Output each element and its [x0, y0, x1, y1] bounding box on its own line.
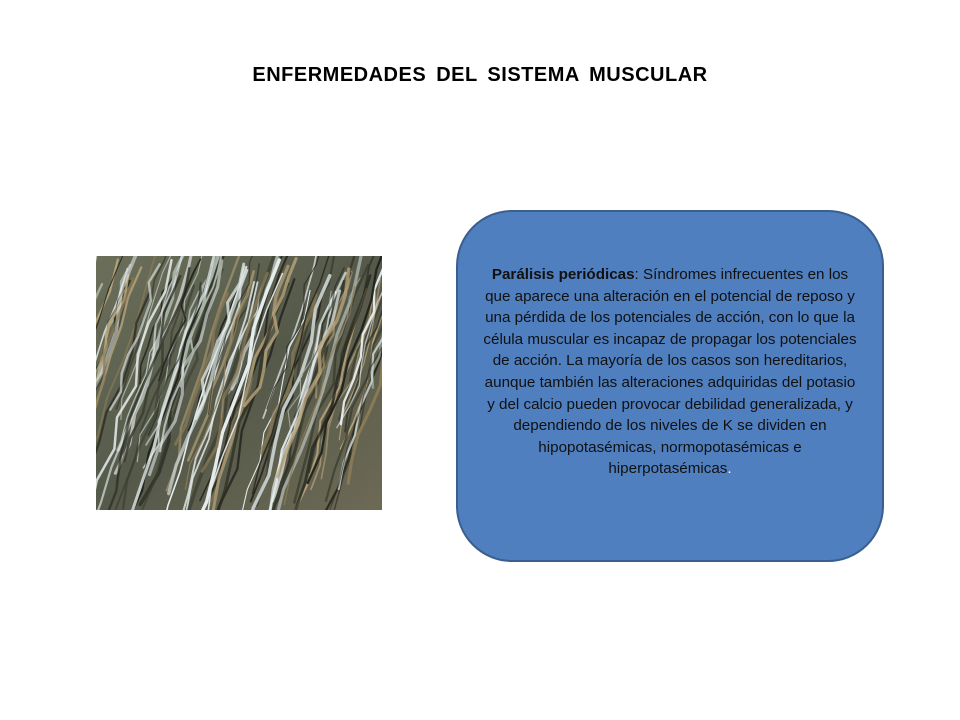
info-end: .: [727, 460, 732, 478]
info-term: Parálisis periódicas: [491, 266, 635, 283]
slide-title: ENFERMEDADES DEL SISTEMA MUSCULAR: [252, 64, 708, 86]
muscle-tissue-icon: [96, 256, 382, 510]
info-body: : Síndromes infrecuentes en los que aparece una alteración en el potencial de reposo y una pérdida de los potenciales de acción, con lo que la célula muscular es incapaz de propagar los potenciales de acción. La mayoría de los casos son hereditarios, aunque también las alteraciones adquiridas del potasio y del calcio pueden provocar debilidad generalizada, y dependiendo de los niveles de K se dividen en hipopotasémicas, normopotasémicas e hiperpotasémicas: [483, 266, 857, 478]
info-box: [456, 210, 884, 562]
muscle-tissue-image: [96, 256, 382, 510]
